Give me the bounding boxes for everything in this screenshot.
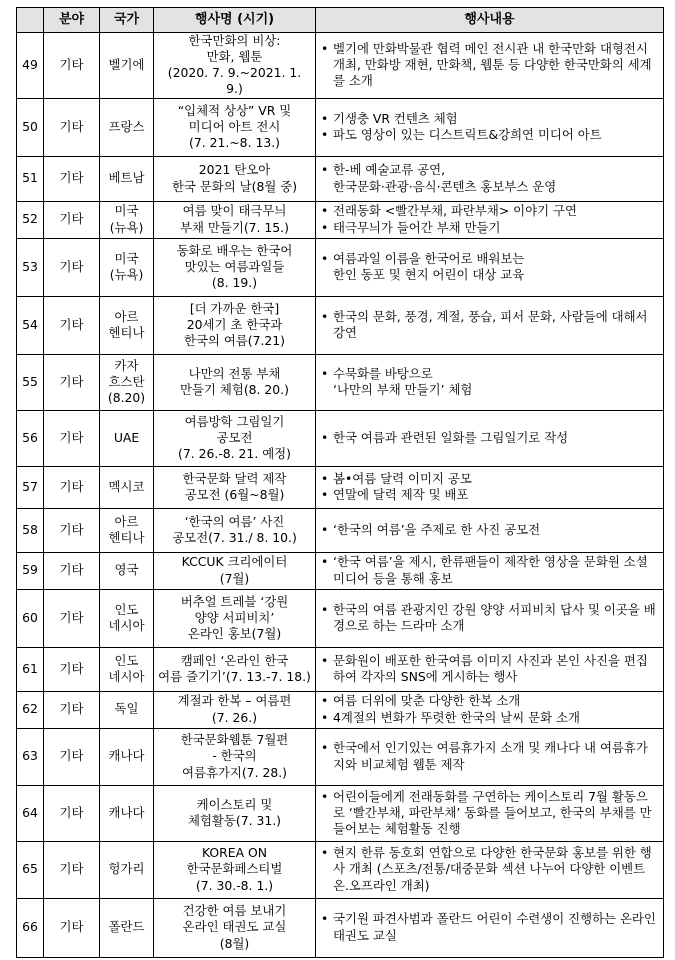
content-bullet-item: • 벨기에 만화박물관 협력 메인 전시관 내 한국만화 대형전시 개최, 만화방 재현, 만화책, 웹툰 등 다양한 한국만화의 세계를 소개: [320, 41, 659, 89]
row-country: 영국: [100, 552, 154, 589]
content-bullet-item: • 태극무늬가 들어간 부채 만들기: [320, 220, 659, 236]
row-event-content: [316, 98, 664, 156]
content-bullet-list: [320, 41, 659, 89]
row-event-name: 버추얼 트레블 ‘강원 양양 서피비치’ 온라인 홍보(7월): [154, 589, 316, 647]
row-field: 기타: [44, 898, 100, 957]
table-row: [17, 691, 664, 728]
header-event-name: 행사명 (시기): [154, 8, 316, 33]
table-row: [17, 898, 664, 957]
content-bullet-list: [320, 309, 659, 341]
row-country: 헝가리: [100, 841, 154, 898]
table-row: [17, 466, 664, 508]
row-event-content: [316, 898, 664, 957]
content-bullet-item: • 4계절의 변화가 뚜렷한 한국의 날씨 문화 소개: [320, 710, 659, 726]
table-row: [17, 647, 664, 691]
content-bullet-item: • 한국의 문화, 풍경, 계절, 풍습, 피서 문화, 사람들에 대해서 강연: [320, 309, 659, 341]
table-row: [17, 354, 664, 410]
table-row: [17, 841, 664, 898]
row-country: 프랑스: [100, 98, 154, 156]
table-row: [17, 728, 664, 785]
table-row: [17, 552, 664, 589]
row-country: 인도 네시아: [100, 647, 154, 691]
row-number: 57: [17, 466, 44, 508]
row-number: 61: [17, 647, 44, 691]
row-event-name: 2021 탄오아 한국 문화의 날(8월 중): [154, 156, 316, 201]
row-country: 미국 (뉴욕): [100, 201, 154, 238]
row-country: 아르 헨티나: [100, 296, 154, 354]
row-country: 멕시코: [100, 466, 154, 508]
row-number: 53: [17, 238, 44, 296]
row-number: 64: [17, 785, 44, 841]
row-number: 58: [17, 508, 44, 552]
row-event-content: [316, 466, 664, 508]
row-field: 기타: [44, 728, 100, 785]
content-bullet-item: • 전래동화 <빨간부채, 파란부채> 이야기 구연: [320, 203, 659, 219]
row-number: 65: [17, 841, 44, 898]
row-field: 기타: [44, 410, 100, 466]
row-event-name: 나만의 전통 부채 만들기 체험(8. 20.): [154, 354, 316, 410]
row-number: 55: [17, 354, 44, 410]
content-bullet-item: • 여름과일 이름을 한국어로 배워보는 한인 동포 및 현지 어린이 대상 교육: [320, 251, 659, 283]
row-country: 독일: [100, 691, 154, 728]
row-event-content: [316, 201, 664, 238]
table-row: [17, 508, 664, 552]
content-bullet-list: [320, 911, 659, 943]
row-country: 캐나다: [100, 728, 154, 785]
row-country: 캐나다: [100, 785, 154, 841]
content-bullet-list: [320, 471, 659, 503]
events-table: [16, 7, 664, 958]
row-event-name: [더 가까운 한국] 20세기 초 한국과 한국의 여름(7.21): [154, 296, 316, 354]
content-bullet-item: • ‘한국 여름’을 제시, 한류팬들이 제작한 영상을 문화원 소셜 미디어 등을 통해 홍보: [320, 554, 659, 586]
table-row: [17, 589, 664, 647]
header-field: 분야: [44, 8, 100, 33]
row-event-name: 계절과 한복 – 여름편 (7. 26.): [154, 691, 316, 728]
row-event-content: [316, 785, 664, 841]
row-number: 59: [17, 552, 44, 589]
table-row: [17, 238, 664, 296]
content-bullet-item: • 국기원 파견사범과 폴란드 어린이 수련생이 진행하는 온라인 태권도 교실: [320, 911, 659, 943]
content-bullet-list: [320, 111, 659, 143]
row-country: 카자 흐스탄 (8.20): [100, 354, 154, 410]
row-field: 기타: [44, 552, 100, 589]
content-bullet-list: [320, 430, 659, 446]
row-event-name: 한국문화웹툰 7월편 - 한국의 여름휴가지(7. 28.): [154, 728, 316, 785]
row-event-name: 케이스토리 및 체험활동(7. 31.): [154, 785, 316, 841]
row-event-content: [316, 647, 664, 691]
row-event-content: [316, 296, 664, 354]
row-number: 50: [17, 98, 44, 156]
content-bullet-list: [320, 653, 659, 685]
content-bullet-item: • 한국 여름과 관련된 일화를 그림일기로 작성: [320, 430, 659, 446]
row-field: 기타: [44, 238, 100, 296]
row-field: 기타: [44, 296, 100, 354]
row-event-content: [316, 33, 664, 99]
table-row: [17, 98, 664, 156]
row-event-content: [316, 508, 664, 552]
row-event-name: 한국만화의 비상: 만화, 웹툰 (2020. 7. 9.~2021. 1. 9.): [154, 33, 316, 99]
content-bullet-list: [320, 366, 659, 398]
header-row: [17, 8, 664, 33]
content-bullet-item: • 현지 한류 동호회 연합으로 다양한 한국문화 홍보를 위한 행사 개최 (스포츠/전통/대중문화 섹션 나누어 다양한 이벤트 온.오프라인 개최): [320, 845, 659, 893]
header-number: [17, 8, 44, 33]
row-country: 베트남: [100, 156, 154, 201]
content-bullet-list: [320, 522, 659, 538]
row-field: 기타: [44, 156, 100, 201]
row-event-content: [316, 728, 664, 785]
row-event-name: 한국문화 달력 제작 공모전 (6월~8월): [154, 466, 316, 508]
header-country: 국가: [100, 8, 154, 33]
row-field: 기타: [44, 647, 100, 691]
row-event-content: [316, 238, 664, 296]
row-number: 49: [17, 33, 44, 99]
row-number: 54: [17, 296, 44, 354]
row-field: 기타: [44, 589, 100, 647]
table-row: [17, 156, 664, 201]
row-country: 벨기에: [100, 33, 154, 99]
content-bullet-item: • 연말에 달력 제작 및 배포: [320, 487, 659, 503]
content-bullet-list: [320, 251, 659, 283]
row-event-content: [316, 410, 664, 466]
table-header: [17, 8, 664, 33]
row-field: 기타: [44, 201, 100, 238]
content-bullet-list: [320, 845, 659, 893]
row-event-name: 여름방학 그림일기 공모전 (7. 26.-8. 21. 예정): [154, 410, 316, 466]
content-bullet-item: • 어린이들에게 전래동화를 구연하는 케이스토리 7월 활동으로 ‘빨간부채, 파란부채’ 동화를 들어보고, 한국의 부채를 만들어보는 체험활동 진행: [320, 789, 659, 837]
table-row: [17, 33, 664, 99]
table-body: [17, 33, 664, 958]
row-event-content: [316, 156, 664, 201]
row-field: 기타: [44, 466, 100, 508]
row-event-name: ‘한국의 여름’ 사진 공모전(7. 31./ 8. 10.): [154, 508, 316, 552]
content-bullet-item: • 여름 더위에 맞춘 다양한 한복 소개: [320, 693, 659, 709]
row-field: 기타: [44, 98, 100, 156]
table-row: [17, 785, 664, 841]
content-bullet-item: • 파도 영상이 있는 디스트릭트&강희연 미디어 아트: [320, 127, 659, 143]
row-field: 기타: [44, 691, 100, 728]
row-number: 66: [17, 898, 44, 957]
table-row: [17, 410, 664, 466]
row-country: UAE: [100, 410, 154, 466]
row-event-name: “입체적 상상” VR 및 미디어 아트 전시 (7. 21.~8. 13.): [154, 98, 316, 156]
row-number: 51: [17, 156, 44, 201]
content-bullet-item: • 기생충 VR 컨텐츠 체험: [320, 111, 659, 127]
table-row: [17, 296, 664, 354]
row-field: 기타: [44, 33, 100, 99]
content-bullet-list: [320, 203, 659, 235]
content-bullet-list: [320, 554, 659, 586]
row-event-name: 여름 맞이 태극무늬 부채 만들기(7. 15.): [154, 201, 316, 238]
row-number: 62: [17, 691, 44, 728]
content-bullet-list: [320, 693, 659, 725]
content-bullet-list: [320, 602, 659, 634]
row-country: 폴란드: [100, 898, 154, 957]
row-number: 52: [17, 201, 44, 238]
row-event-content: [316, 589, 664, 647]
content-bullet-item: • 한국에서 인기있는 여름휴가지 소개 및 캐나다 내 여름휴가지와 비교체험 웹툰 제작: [320, 740, 659, 772]
content-bullet-item: • 수묵화를 바탕으로 ‘나만의 부채 만들기’ 체험: [320, 366, 659, 398]
row-event-name: 동화로 배우는 한국어 맛있는 여름과일들 (8. 19.): [154, 238, 316, 296]
row-event-name: KOREA ON 한국문화페스티벌 (7. 30.-8. 1.): [154, 841, 316, 898]
row-event-content: [316, 354, 664, 410]
row-field: 기타: [44, 785, 100, 841]
row-number: 60: [17, 589, 44, 647]
row-country: 인도 네시아: [100, 589, 154, 647]
row-event-name: 건강한 여름 보내기 온라인 태권도 교실 (8월): [154, 898, 316, 957]
row-field: 기타: [44, 841, 100, 898]
content-bullet-list: [320, 162, 659, 194]
content-bullet-item: • 문화원이 배포한 한국여름 이미지 사진과 본인 사진을 편집하여 각자의 SNS에 게시하는 행사: [320, 653, 659, 685]
row-number: 56: [17, 410, 44, 466]
row-event-name: KCCUK 크리에이터 (7월): [154, 552, 316, 589]
row-event-content: [316, 841, 664, 898]
row-country: 미국 (뉴욕): [100, 238, 154, 296]
content-bullet-list: [320, 740, 659, 772]
content-bullet-list: [320, 789, 659, 837]
row-event-content: [316, 691, 664, 728]
row-event-content: [316, 552, 664, 589]
header-event-content: 행사내용: [316, 8, 664, 33]
content-bullet-item: • 한-베 예술교류 공연, 한국문화·관광·음식·콘텐츠 홍보부스 운영: [320, 162, 659, 194]
row-field: 기타: [44, 354, 100, 410]
row-field: 기타: [44, 508, 100, 552]
content-bullet-item: • 봄•여름 달력 이미지 공모: [320, 471, 659, 487]
content-bullet-item: • ‘한국의 여름’을 주제로 한 사진 공모전: [320, 522, 659, 538]
table-row: [17, 201, 664, 238]
row-number: 63: [17, 728, 44, 785]
row-event-name: 캠페인 ‘온라인 한국 여름 즐기기’(7. 13.-7. 18.): [154, 647, 316, 691]
row-country: 아르 헨티나: [100, 508, 154, 552]
content-bullet-item: • 한국의 여름 관광지인 강원 양양 서피비치 답사 및 이곳을 배경으로 하는 드라마 소개: [320, 602, 659, 634]
